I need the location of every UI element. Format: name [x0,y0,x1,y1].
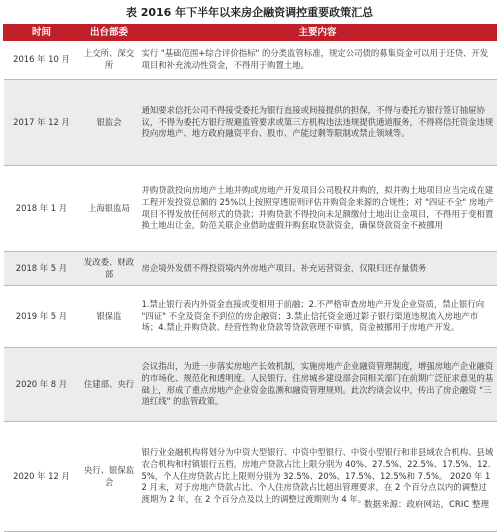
row-dept: 银保监 [80,286,139,348]
row-dept: 发改委、财政部 [80,252,139,286]
row-content: 会议指出，为进一步落实房地产长效机制，实施房地产企业融资管理制度，增强房地产企业融资的市场化、规范化和透明度。人民银行、住房城乡建设部会同相关部门在前期广泛征求意见的基础上，形成了重点房地产企业资金监测和融资管理规则。此次约谈会议中，传出了房企融资 "三道红线" 的监管政策。 [139,348,497,422]
row-time: 2018 年 1 月 [4,166,80,252]
header-time: 时间 [4,25,80,41]
header-row [4,25,497,41]
row-time: 2017 年 12 月 [4,80,80,166]
table-row [4,252,497,286]
row-time: 2020 年 12 月 [4,422,80,532]
policy-table [3,24,497,532]
row-content: 银行业金融机构将划分为中资大型银行、中资中型银行、中资小型银行和非县域农合机构、县域农合机构和村镇银行五档，房地产贷款占比上限分别为 40%、27.5%、22.5%、17.5%、12.5%，个人住房贷款占比上限则分别为 32.5%、20%、17.5%、12.5%和 7.5%。 2020 年 12 月末，对于房地产贷款占比、个人住房贷款占比超出管理要求，在 2 个百分点以内的调整过渡期为 2 年，在 2 个百分点及以上的调整过渡期则为 4 年。 [139,422,497,532]
table-row [4,422,497,532]
table-title: 表 2016 年下半年以来房企融资调控重要政策汇总 [125,6,374,19]
row-content: 房企境外发债不得投资境内外房地产项目、补充运营资金，仅限归还存量债务 [139,252,497,286]
row-dept: 上交所、深交所 [80,41,139,80]
table-row [4,80,497,166]
table-row [4,166,497,252]
row-content: 通知要求信托公司不得接受委托为银行直接或间接提供的担保，不得与委托方银行签订抽屉协议，不得为委托方银行规避监管要求或第三方机构违法违规提供通道服务，不得将信托资金违规投向房地产、地方政府融资平台、股市、产能过剩等限制或禁止领域等。 [139,80,497,166]
header-dept: 出台部委 [80,25,139,41]
table-row [4,41,497,80]
row-time: 2016 年 10 月 [4,41,80,80]
row-content: 并购贷款投向房地产土地并购或房地产开发项目公司股权并购的，拟并购土地项目应当完成在建工程开发投资总额的 25%以上按照穿透原则评估并购资金来源的合规性；对 "四证不全" 房地产项目不得发放任何形式的贷款；并购贷款不得投向未足额缴付土地出让金项目，不得用于变相置换土地出让金，防范关联企业借助虚假并购套取贷款资金，确保贷款资金不被挪用 [139,166,497,252]
data-source-note: 数据来源：政府网站，CRIC 整理 [364,500,489,510]
row-dept: 央行、银保监会 [80,422,139,532]
row-dept: 银监会 [80,80,139,166]
row-content: 1.禁止银行表内外资金直接或变相用于前融；2.不严格审查房地产开发企业资质，禁止银行向 "四证" 不全及资金不到位的房企融资；3.禁止信托资金通过影子银行渠道违规流入房地产市场；4.禁止并购贷款、经营性物业贷款等贷款管理不审慎，资金被挪用于房地产开发。 [139,286,497,348]
row-time: 2019 年 5 月 [4,286,80,348]
header-content: 主要内容 [139,25,497,41]
row-time: 2018 年 5 月 [4,252,80,286]
table-row [4,348,497,422]
row-content: 实行 "基础范围+综合评价指标" 的分类监管标准，规定公司债的募集资金可以用于还贷、开发项目和补充流动性资金，不得用于购置土地。 [139,41,497,80]
row-dept: 上海银监局 [80,166,139,252]
table-row [4,286,497,348]
row-dept: 住建部、央行 [80,348,139,422]
row-time: 2020 年 8 月 [4,348,80,422]
